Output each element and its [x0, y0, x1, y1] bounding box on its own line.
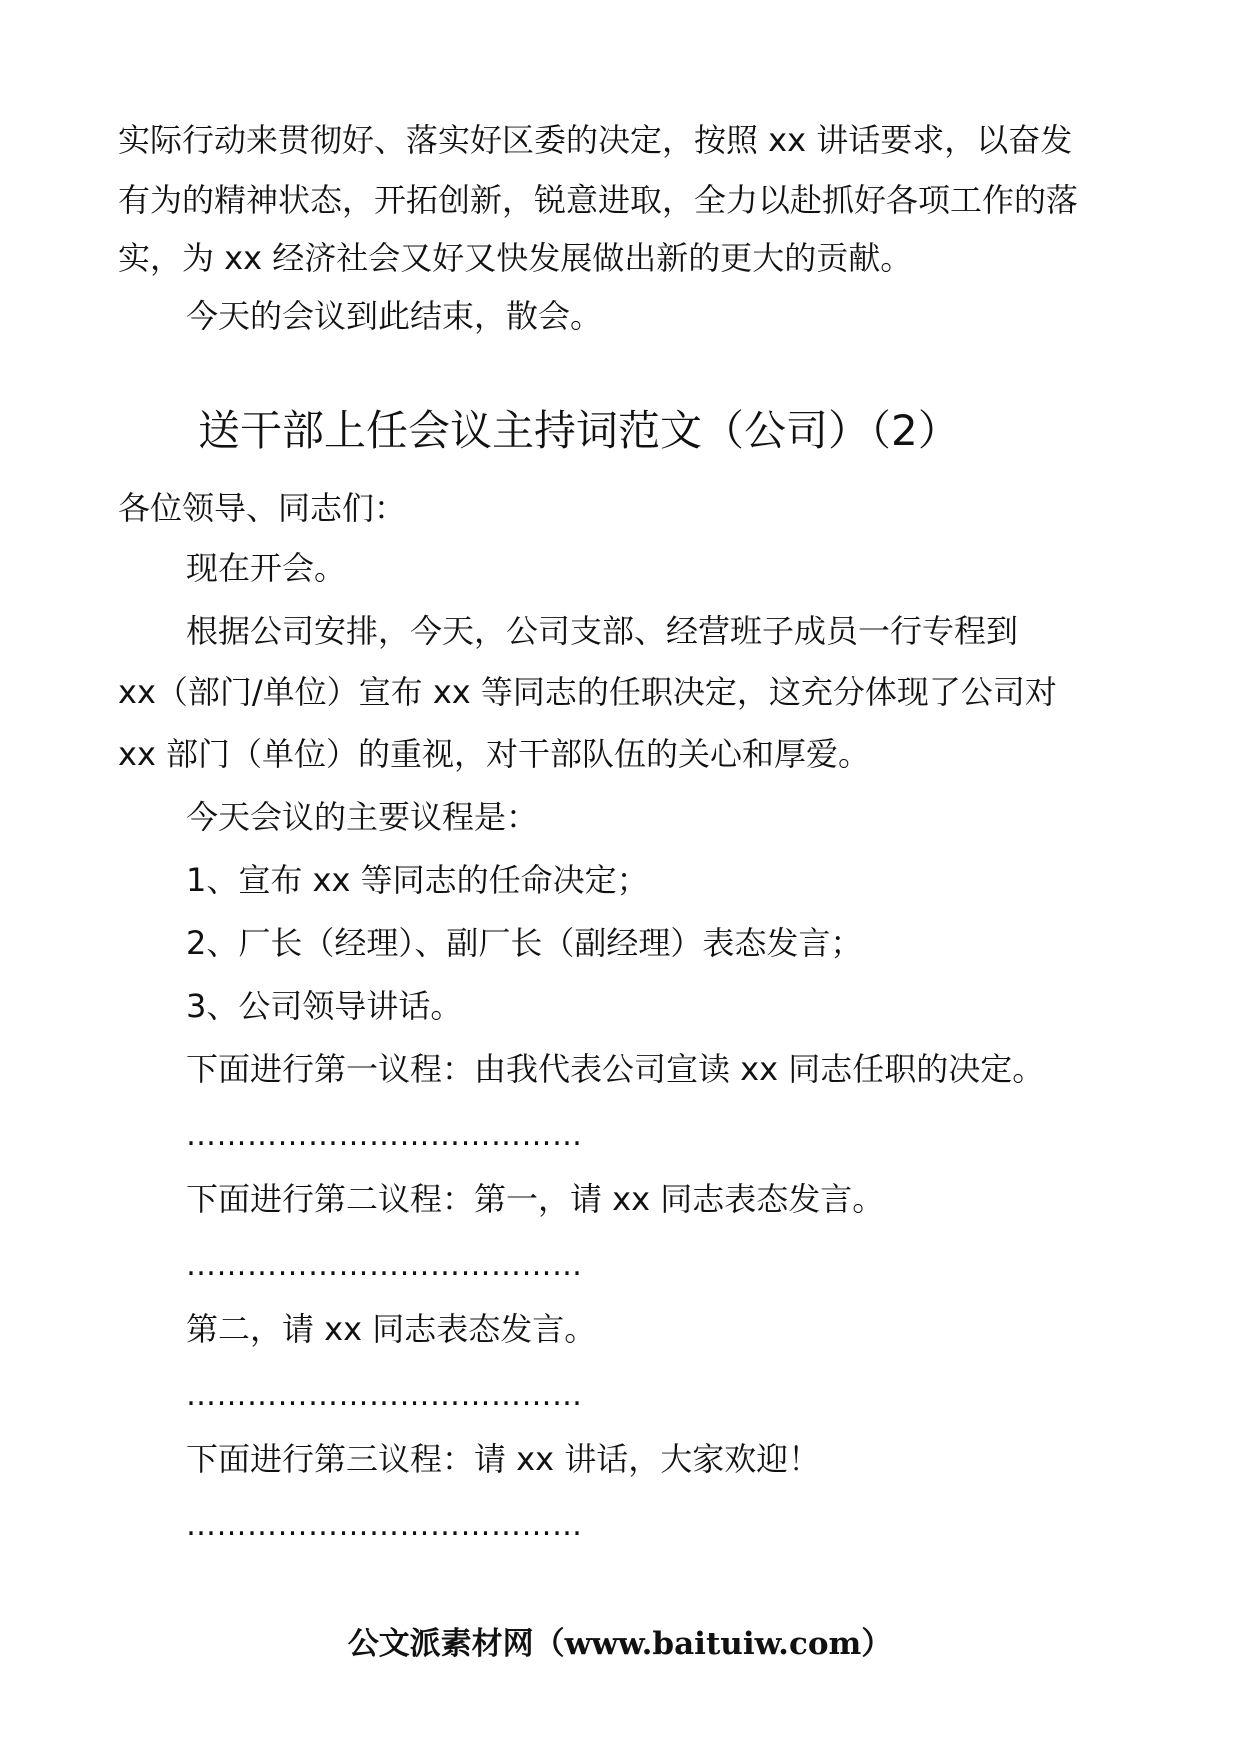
body-text-line: 实际行动来贯彻好、落实好区委的决定，按照 xx 讲话要求，以奋发 [118, 121, 1073, 159]
agenda-item: 1、宣布 xx 等同志的任命决定； [186, 861, 649, 899]
agenda-intro: 今天会议的主要议程是： [186, 798, 539, 836]
ellipsis-line: ………………………………… [186, 1508, 583, 1543]
footer-source: 公文派素材网（www.baituiw.com） [347, 1626, 893, 1662]
body-text-line: xx（部门/单位）宣布 xx 等同志的任职决定，这充分体现了公司对 [118, 673, 1057, 711]
proceeding-line: 第二，请 xx 同志表态发言。 [186, 1310, 597, 1348]
ellipsis-line: ………………………………… [186, 1118, 583, 1153]
agenda-item: 2、厂长（经理）、副厂长（副经理）表态发言； [186, 924, 863, 962]
closing-remark: 今天的会议到此结束，散会。 [186, 297, 603, 335]
proceeding-line: 下面进行第三议程：请 xx 讲话，大家欢迎！ [186, 1440, 821, 1478]
body-text-line: 根据公司安排，今天，公司支部、经营班子成员一行专程到 [186, 612, 1019, 650]
section-title: 送干部上任会议主持词范文（公司）（2） [198, 406, 960, 455]
agenda-item: 3、公司领导讲话。 [186, 987, 463, 1025]
ellipsis-line: ………………………………… [186, 1248, 583, 1283]
proceeding-line: 下面进行第二议程：第一，请 xx 同志表态发言。 [186, 1180, 885, 1218]
body-text-line: 实，为 xx 经济社会又好又快发展做出新的更大的贡献。 [118, 239, 913, 277]
proceeding-line: 下面进行第一议程：由我代表公司宣读 xx 同志任职的决定。 [186, 1050, 1045, 1088]
ellipsis-line: ………………………………… [186, 1378, 583, 1413]
body-text-line: xx 部门（单位）的重视，对干部队伍的关心和厚爱。 [118, 735, 871, 773]
opening-statement: 现在开会。 [186, 549, 347, 587]
body-text-line: 有为的精神状态，开拓创新，锐意进取，全力以赴抓好各项工作的落 [118, 181, 1079, 219]
greeting: 各位领导、同志们： [118, 489, 407, 527]
